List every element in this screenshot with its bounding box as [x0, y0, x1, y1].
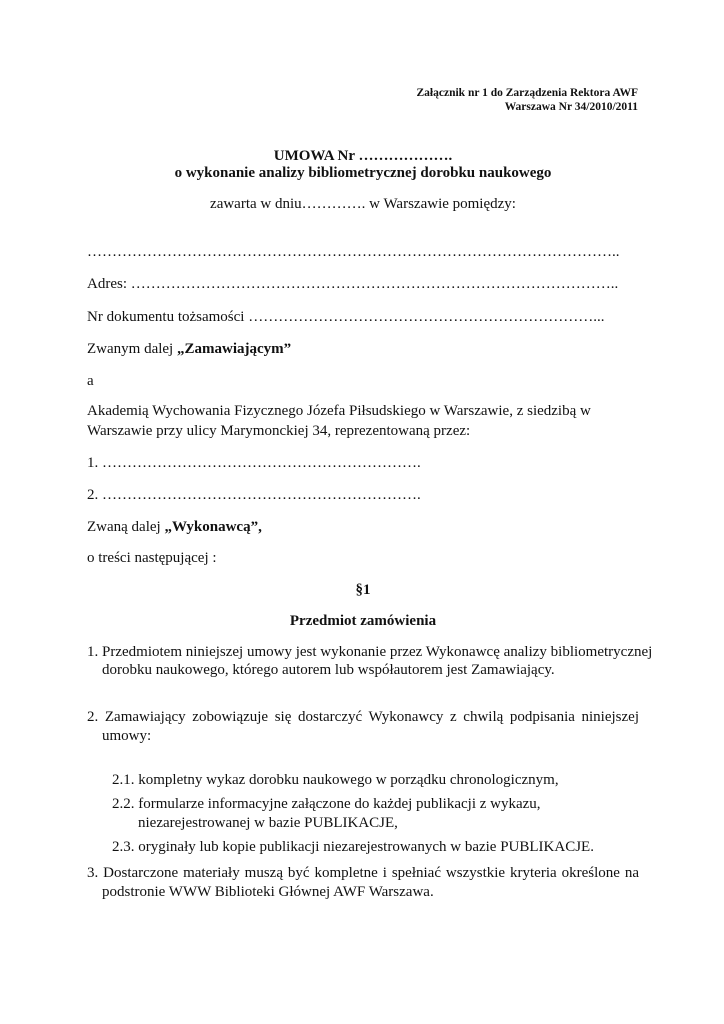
content-intro: o treści następującej :	[87, 550, 217, 566]
attachment-note-line1: Załącznik nr 1 do Zarządzenia Rektora AWF	[416, 87, 638, 99]
and-word: a	[87, 373, 94, 389]
paragraph2-text: 2. Zamawiający zobowiązuje się dostarczyć Wykonawcy z chwilą podpisania niniejszej umowy:	[87, 709, 639, 744]
section-number: §1	[355, 582, 371, 598]
contractor-name: „Wykonawcą”,	[164, 519, 262, 535]
contract-title: UMOWA Nr ……………….	[273, 148, 453, 164]
paragraph1-line2: dorobku naukowego, którego autorem lub współautorem jest Zamawiający.	[102, 662, 555, 678]
attachment-note-line2: Warszawa Nr 34/2010/2011	[504, 101, 638, 113]
list-item-2-1: 2.1. kompletny wykaz dorobku naukowego w porządku chronologicznym,	[112, 772, 559, 788]
list-item-2-2-line2: niezarejestrowanej w bazie PUBLIKACJE,	[138, 815, 398, 831]
list-item-2-3: 2.3. oryginały lub kopie publikacji niezarejestrowanych w bazie PUBLIKACJE.	[112, 839, 594, 855]
party2-line1: Akademią Wychowania Fizycznego Józefa Piłsudskiego w Warszawie, z siedzibą w	[87, 403, 591, 419]
party1-address-line: Adres: ……………………………………………………………………………………..	[87, 276, 619, 292]
party2-line2: Warszawie przy ulicy Marymonckiej 34, reprezentowaną przez:	[87, 423, 471, 439]
section-heading: Przedmiot zamówienia	[289, 613, 437, 629]
paragraph3-text: 3. Dostarczone materiały muszą być kompletne i spełniać wszystkie kryteria określone na podstronie WWW Biblioteki Głównej AWF Warszawa.	[87, 865, 639, 900]
paragraph2	[87, 708, 639, 746]
party1-id-document-line: Nr dokumentu tożsamości ……………………………………………………………...	[87, 309, 605, 325]
representative-1: 1. ……………………………………………………….	[87, 455, 421, 471]
party1-called	[87, 341, 291, 358]
party1-name-line: ……………………………………………………………………………………………..	[87, 244, 620, 260]
party2-called	[87, 519, 262, 536]
paragraph3	[87, 864, 639, 902]
called-prefix: Zwaną dalej	[87, 519, 165, 535]
paragraph1-line1: 1. Przedmiotem niniejszej umowy jest wykonanie przez Wykonawcę analizy bibliometrycznej	[87, 644, 653, 660]
client-name: „Zamawiającym”	[176, 341, 292, 357]
concluded-line: zawarta w dniu…………. w Warszawie pomiędzy:	[210, 196, 516, 212]
called-prefix: Zwanym dalej	[87, 341, 177, 357]
representative-2: 2. ……………………………………………………….	[87, 487, 421, 503]
list-item-2-2-line1: 2.2. formularze informacyjne załączone do każdej publikacji z wykazu,	[112, 796, 541, 812]
contract-subtitle: o wykonanie analizy bibliometrycznej dorobku naukowego	[174, 165, 552, 181]
